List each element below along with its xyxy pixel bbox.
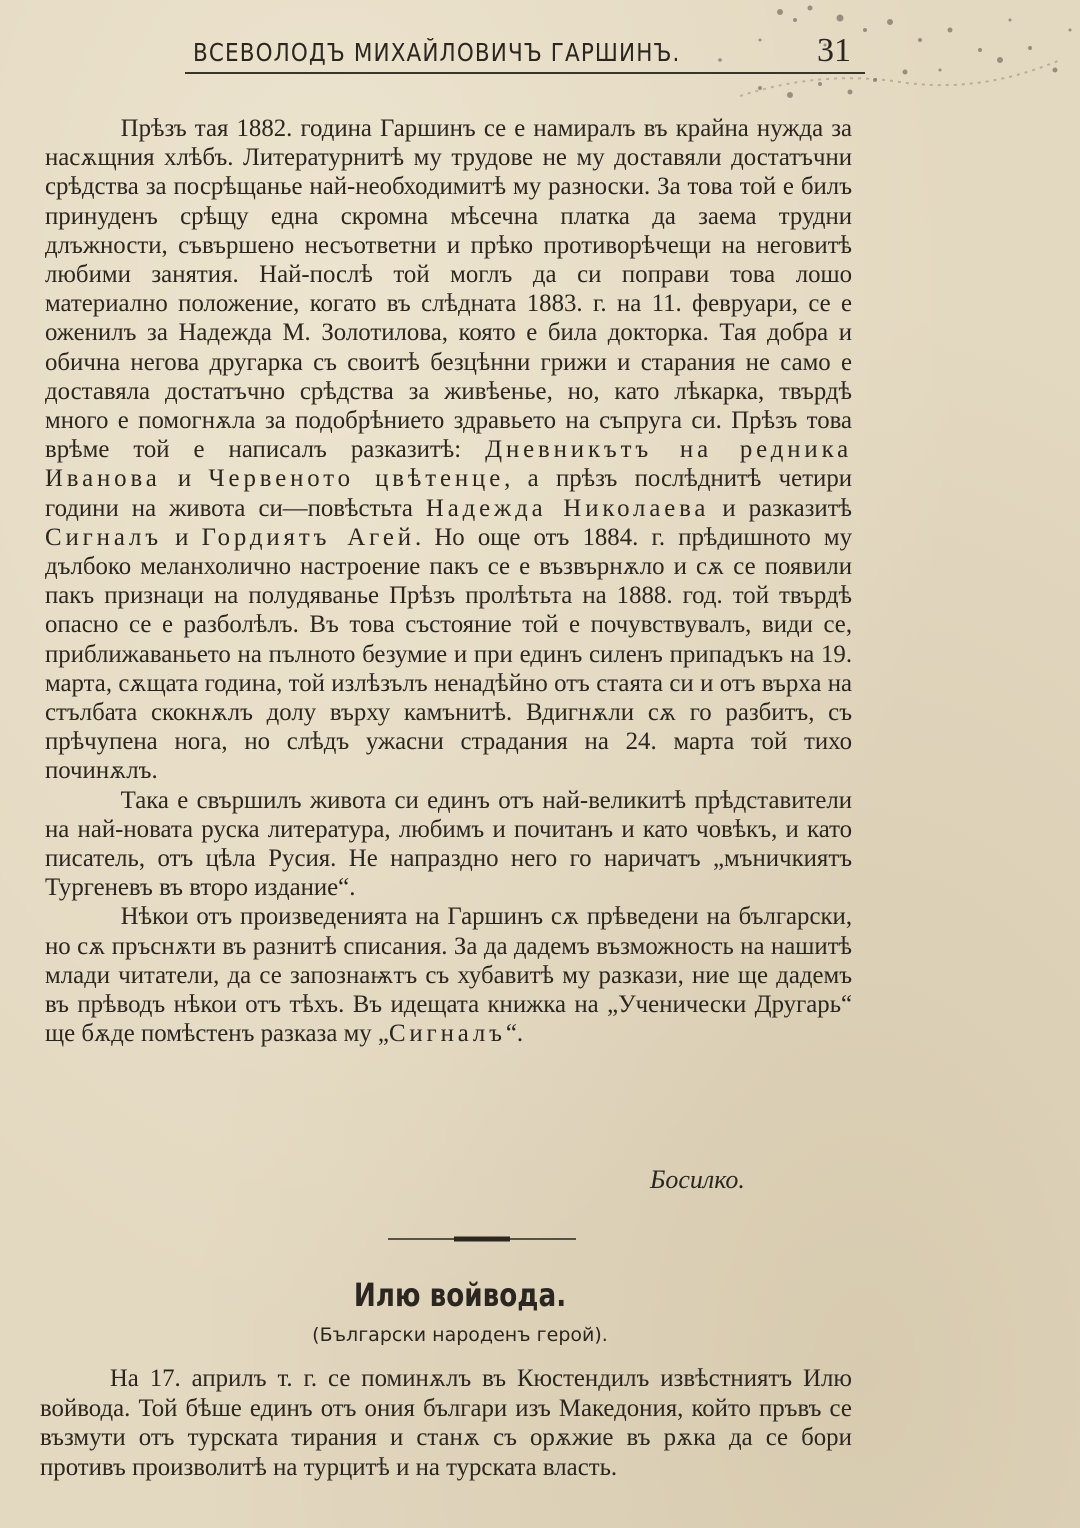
running-head bbox=[185, 34, 865, 74]
paragraph-text: и разказитѣ bbox=[709, 492, 853, 522]
work-title: Гордиятъ Агей bbox=[201, 521, 415, 551]
paragraph bbox=[45, 901, 852, 1047]
section-subtitle: (Български народенъ герой). bbox=[312, 1324, 608, 1346]
paragraph: Така е свършилъ живота си единъ отъ най-великитѣ прѣдставители на най-новата руска литература, любимъ и почитанъ и като човѣкъ, и като писатель, отъ цѣла Русия. Не напраздно него го наричатъ „мъничкиятъ Тургеневъ въ второ издание“. bbox=[45, 784, 853, 902]
work-title: Сигналъ bbox=[388, 1018, 506, 1048]
paragraph bbox=[45, 113, 852, 785]
paragraph-text: Нѣкои отъ произведенията на Гаршинъ сѫ прѣведени на български, но сѫ пръснѫти въ разнитѣ списания. За да дадемъ възможность на нашитѣ млади читатели, да се запознаѭтъ съ хубавитѣ му разкази, ние ще дадемъ въ прѣводъ нѣкои отъ тѣхъ. Въ идещата книжка на „Ученически Другарь“ ще бѫде помѣстенъ разказа му „ bbox=[45, 901, 853, 1048]
article-garshin-body bbox=[45, 113, 852, 1048]
running-title: ВСЕВОЛОДЪ МИХАЙЛОВИЧЪ ГАРШИНЪ. bbox=[193, 38, 681, 67]
work-title: Надежда Николаева bbox=[425, 492, 710, 522]
work-title: Червеното цвѣтенце bbox=[208, 463, 505, 493]
paragraph-text: . Но още отъ 1884. г. прѣдишното му дълбоко меланхолично настроение пакъ се е възвърнѫло и сѫ се появили пакъ признаци на полудяванье Прѣзъ пролѣтьта на 1888. год. той твърдѣ опасно се е разболѣлъ. Въ това състояние той е почувствувалъ, види се, приближаваньето на пълното безумие и при единъ силенъ припадъкъ на 19. марта, сѫщата година, той излѣзълъ ненадѣйно отъ стаята си и отъ върха на стълбата скокнѫлъ долу върху камънитѣ. Вдигнѫли сѫ го разбитъ, съ прѣчупена нога, но слѣдъ ужасни страдания на 24. марта той тихо починѫлъ. bbox=[45, 521, 853, 785]
work-title: Дневникътъ на редника Иванова bbox=[45, 434, 853, 493]
paragraph: На 17. априлъ т. г. се поминѫлъ въ Кюстендилъ извѣстниятъ Илю войвода. Той бѣше единъ отъ ония българи изъ Македония, който пръвъ се възмути отъ турската тирания и станѫ съ орѫжие въ рѫка да се бори противъ произволитѣ на турцитѣ и на турската власть. bbox=[40, 1363, 852, 1481]
paragraph-text: Прѣзъ тая 1882. година Гаршинъ се е намиралъ въ крайна нужда за насѫщния хлѣбъ. Литературнитѣ му трудове не му доставяли достатъчни срѣдства за посрѣщанье най-необходимитѣ му разноски. За това той е билъ принуденъ срѣщу една скромна мѣсечна платка да заема трудни длъжности, съвършено несъответни и прѣко противорѣчещи на неговитѣ любими занятия. Най-послѣ той моглъ да си поправи това лошо материално положение, когато въ слѣдната 1883. г. на 11. февруари, се е оженилъ за Надежда М. Золотилова, която е била докторка. Тая добра и обична негова другарка съ своитѣ безцѣнни грижи и старания не само е доставяла достатъчно срѣдства за живѣенье, но, като лѣкарка, твърдѣ много е помогнѫла за подобрѣнието здравьето на съпруга си. Прѣзъ това врѣме той е написалъ разказитѣ: bbox=[45, 113, 853, 464]
header-rule bbox=[185, 72, 865, 74]
paragraph-text: и bbox=[160, 463, 209, 493]
article-ilyu-body bbox=[40, 1363, 852, 1481]
paragraph-text: “. bbox=[505, 1018, 524, 1048]
section-title: Илю войвода. bbox=[353, 1276, 567, 1314]
paragraph-text: и bbox=[161, 521, 202, 551]
author-signature: Босилко. bbox=[650, 1165, 745, 1194]
page-number: 31 bbox=[817, 32, 851, 69]
work-title: Сигналъ bbox=[45, 521, 162, 551]
paragraph-text: , а прѣзъ послѣднитѣ четири години на живота си—повѣстьта bbox=[45, 463, 853, 522]
section-divider bbox=[388, 1234, 576, 1244]
